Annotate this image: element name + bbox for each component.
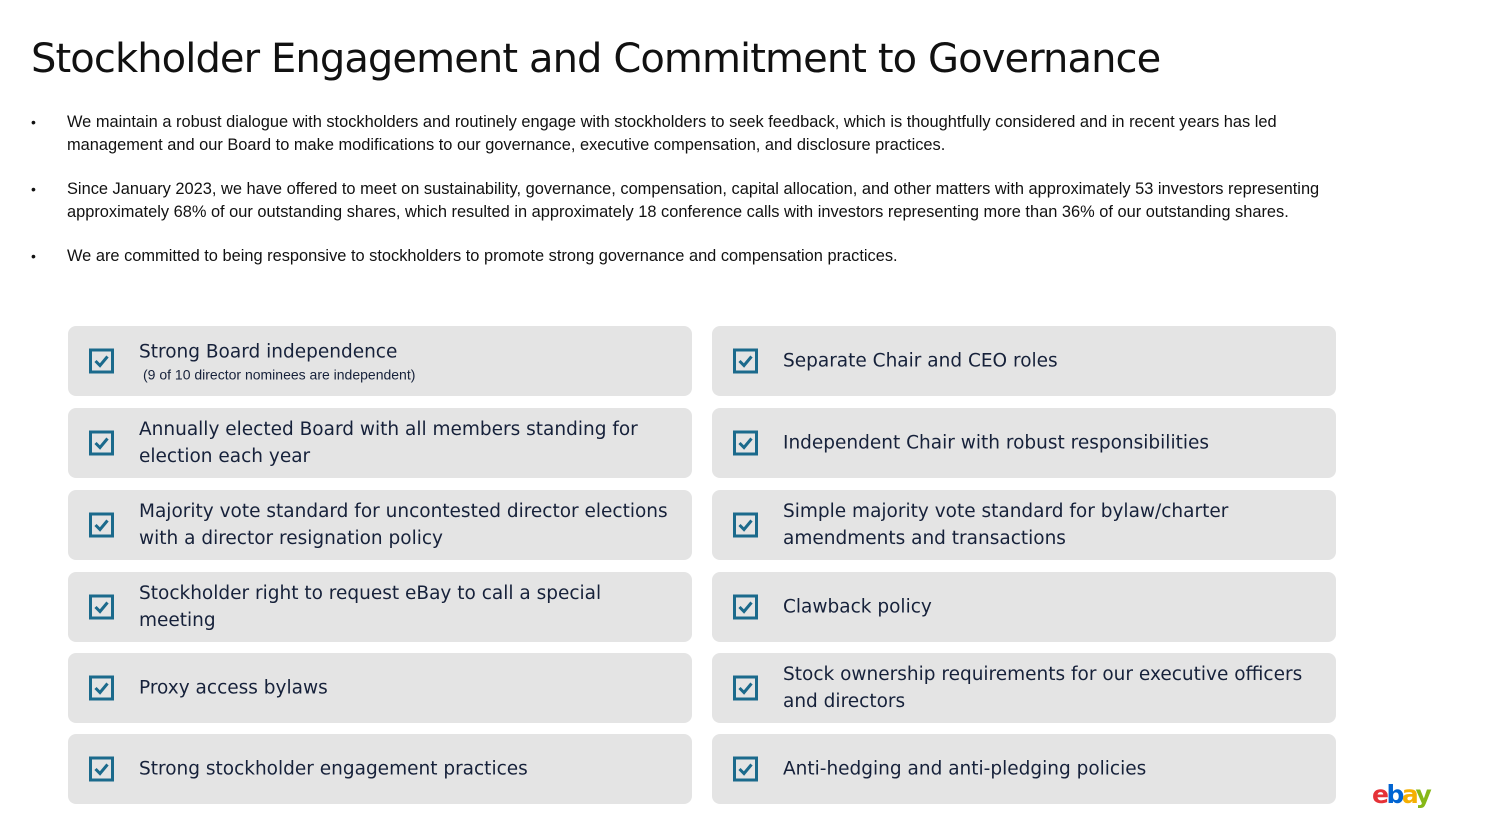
checklist-card-label: Anti-hedging and anti-pledging policies bbox=[783, 758, 1147, 780]
checklist-card bbox=[712, 408, 1336, 478]
checklist-card-note: (9 of 10 director nominees are independent) bbox=[143, 366, 416, 383]
checklist-card bbox=[68, 408, 692, 478]
checklist-card-label: Clawback policy bbox=[783, 596, 932, 618]
checklist-card-label: Annually elected Board with all members standing for election each year bbox=[139, 419, 638, 467]
checked-box-icon bbox=[89, 757, 114, 782]
checklist-card bbox=[68, 572, 692, 642]
ebay-logo bbox=[1372, 780, 1429, 809]
checklist-card bbox=[712, 490, 1336, 560]
checked-box-icon bbox=[89, 349, 114, 374]
checklist-card bbox=[712, 572, 1336, 642]
checked-box-icon bbox=[89, 676, 114, 701]
checked-box-icon bbox=[733, 757, 758, 782]
bullet-text: Since January 2023, we have offered to meet on sustainability, governance, compensation, capital allocation, and other matters with approximately 53 investors representing approximately 68% of our outstanding shares, which resulted in approximately 18 conference calls with investors representing more than 36% of our outstanding shares. bbox=[67, 180, 1320, 221]
bullet-dot: • bbox=[31, 248, 36, 264]
checklist-card bbox=[712, 734, 1336, 804]
logo-letter: a bbox=[1401, 780, 1416, 809]
checklist-card-label: Separate Chair and CEO roles bbox=[783, 350, 1058, 372]
checklist-card-label: Simple majority vote standard for bylaw/charter amendments and transactions bbox=[783, 501, 1229, 549]
checked-box-icon bbox=[733, 676, 758, 701]
checklist-card bbox=[68, 326, 692, 396]
checklist-card bbox=[712, 653, 1336, 723]
checklist-card bbox=[68, 490, 692, 560]
checked-box-icon bbox=[733, 431, 758, 456]
checklist-card bbox=[68, 653, 692, 723]
checklist-card-label: Proxy access bylaws bbox=[139, 677, 328, 699]
logo-letter: b bbox=[1386, 780, 1402, 809]
checklist-card-label: Strong stockholder engagement practices bbox=[139, 758, 528, 780]
checked-box-icon bbox=[89, 513, 114, 538]
bullet-dot: • bbox=[31, 114, 36, 130]
checked-box-icon bbox=[89, 431, 114, 456]
checked-box-icon bbox=[733, 595, 758, 620]
bullet-item bbox=[31, 178, 1361, 223]
bullet-text: We are committed to being responsive to stockholders to promote strong governance and compensation practices. bbox=[67, 247, 898, 265]
page-title: Stockholder Engagement and Commitment to Governance bbox=[31, 36, 1161, 82]
checklist-card-label: Majority vote standard for uncontested director elections with a director resignation policy bbox=[139, 501, 668, 549]
checklist-card-text bbox=[139, 339, 682, 384]
logo-letter: y bbox=[1415, 780, 1430, 809]
logo-letter: e bbox=[1372, 780, 1387, 809]
bullet-list bbox=[31, 111, 1361, 290]
checklist-card bbox=[712, 326, 1336, 396]
bullet-dot: • bbox=[31, 181, 36, 197]
bullet-item bbox=[31, 245, 1361, 268]
checked-box-icon bbox=[733, 513, 758, 538]
checklist-card-label: Stockholder right to request eBay to call a special meeting bbox=[139, 583, 602, 631]
bullet-item bbox=[31, 111, 1361, 156]
checklist-card bbox=[68, 734, 692, 804]
checklist-card-label: Strong Board independence bbox=[139, 341, 398, 363]
bullet-text: We maintain a robust dialogue with stockholders and routinely engage with stockholders to seek feedback, which is thoughtfully considered and in recent years has led management and our Board to make modifications to our governance, executive compensation, and disclosure practices. bbox=[67, 113, 1277, 154]
checklist-card-label: Independent Chair with robust responsibilities bbox=[783, 432, 1209, 454]
checked-box-icon bbox=[733, 349, 758, 374]
checklist-card-label: Stock ownership requirements for our executive officers and directors bbox=[783, 664, 1303, 712]
checked-box-icon bbox=[89, 595, 114, 620]
